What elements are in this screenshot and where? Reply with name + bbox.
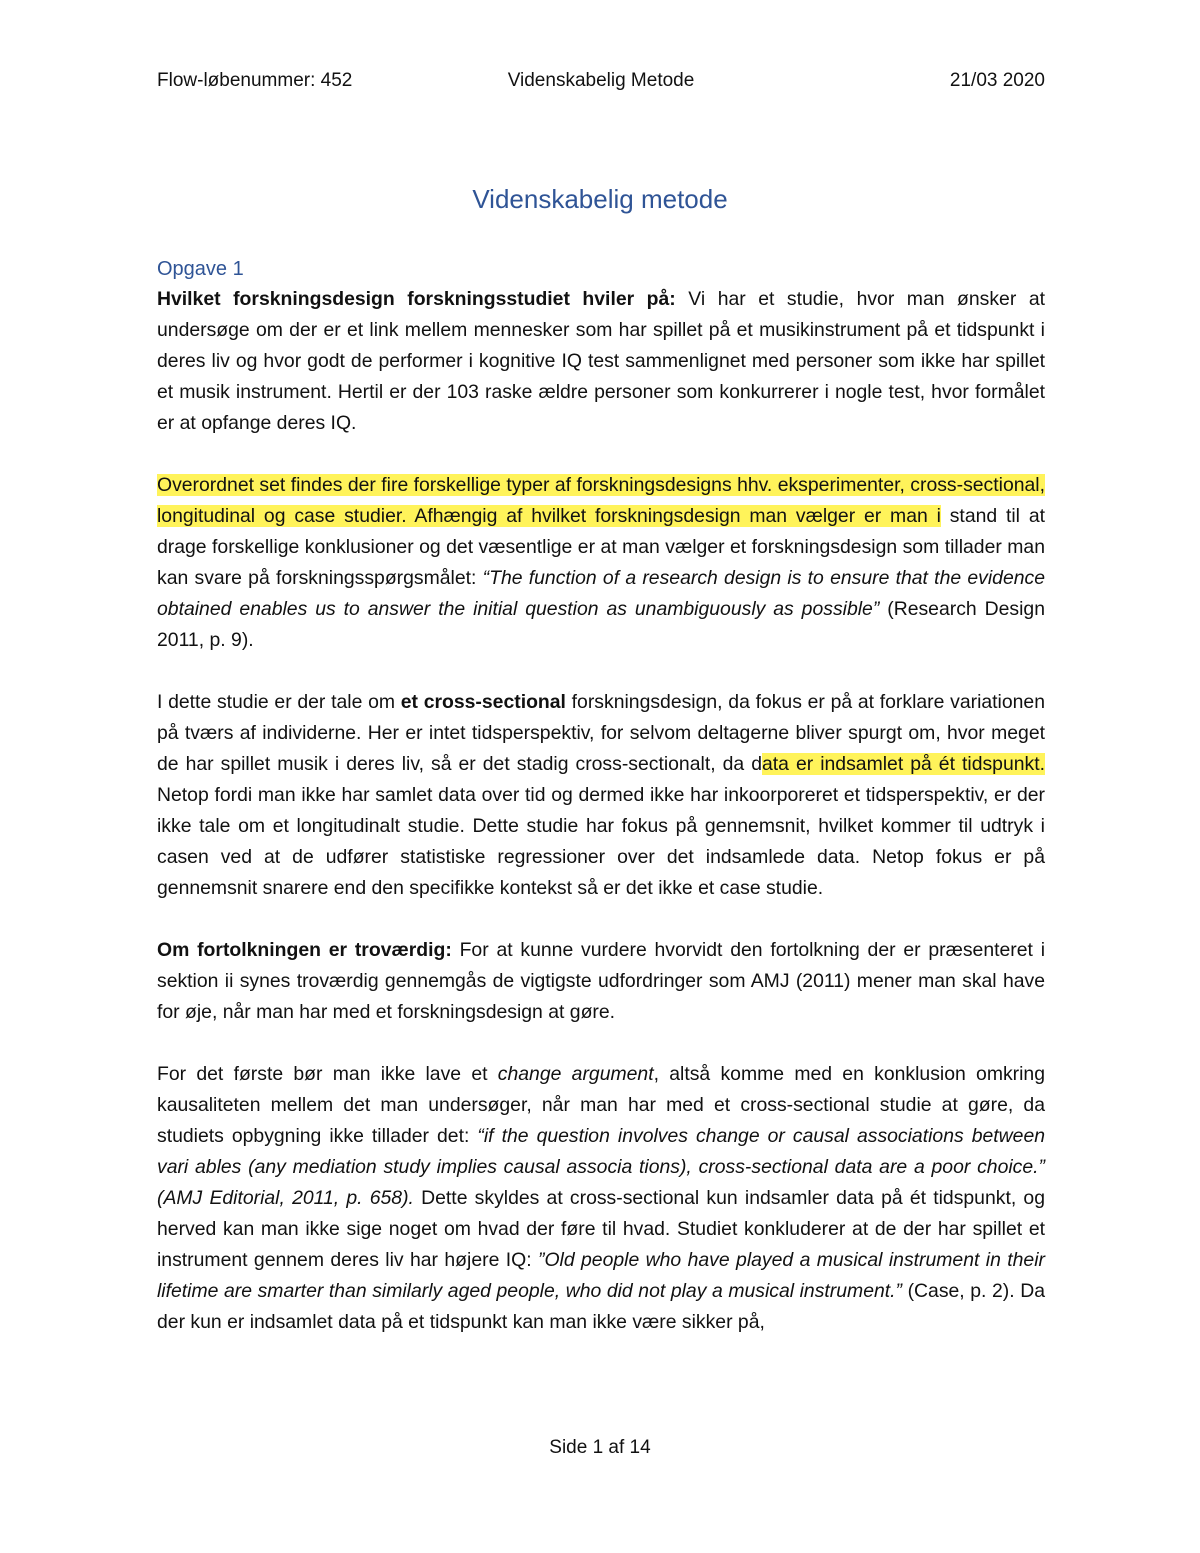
highlighted-text: ata er indsamlet på ét tidspunkt. <box>761 753 1045 775</box>
paragraph-cross-sectional <box>157 687 1045 904</box>
bold-term: et cross-sectional <box>400 691 566 713</box>
highlighted-text: Overordnet set findes der fire forskellige typer af forskningsdesigns hhv. eksperimenter, cross-sectional, longitudinal og case studier. Afhængig af hvilket forskningsdesign man vælger er man i <box>157 474 1045 527</box>
section-heading: Opgave 1 <box>157 258 244 280</box>
header-date: 21/03 2020 <box>949 70 1045 91</box>
paragraph-lead-bold: Om fortolkningen er troværdig: <box>157 939 452 961</box>
quote-text: ”Old people who have played a musical instrument in their lifetime are smarter than similarly aged people, who did not play a musical instrument.” <box>157 1249 1045 1302</box>
paragraph-text: For at kunne vurdere hvorvidt den fortolkning der er præsenteret i sektion ii synes troværdig gennemgås de vigtigste udfordringer som AMJ (2011) mener man skal have for øje, når man har med et forskningsdesign at gøre. <box>157 939 1046 1023</box>
paragraph-lead-bold: Hvilket forskningsdesign forskningsstudiet hviler på: <box>157 288 676 310</box>
document-body <box>157 255 1045 1369</box>
paragraph-text: I dette studie er der tale om <box>157 691 401 713</box>
document-title: Videnskabelig metode <box>472 184 728 214</box>
paragraph-research-design <box>157 284 1045 439</box>
paragraph-text: For det første bør man ikke lave et <box>157 1063 498 1085</box>
quote-text: “The function of a research design is to ensure that the evidence obtained enables us to answer the initial question as unambiguously as possible” <box>157 567 1045 620</box>
page-header <box>157 70 1045 96</box>
italic-term: change argument <box>497 1063 654 1085</box>
paragraph-design-types <box>157 470 1045 656</box>
paragraph-interpretation <box>157 935 1045 1028</box>
paragraph-text: forskningsdesign, da fokus er på at forklare variationen på tværs af individerne. Her er intet tidsperspektiv, for selvom deltagerne bliver spurgt om, hvor meget de har spillet musik i deres liv, så er det stadig cross-sectionalt, da d <box>157 691 1045 775</box>
paragraph-text: , altså komme med en konklusion omkring kausaliteten mellem det man undersøger, når man har med et cross-sectional studie at gøre, da studiets opbygning ikke tillader det: <box>157 1063 1045 1147</box>
paragraph-text: Netop fordi man ikke har samlet data over tid og dermed ikke har inkoorporeret et tidsperspektiv, er der ikke tale om et longitudinalt studie. Dette studie har fokus på gennemsnit, hvilket kommer til udtryk i casen ved at de udfører statistiske regressioner over det indsamlede data. Netop fokus er på gennemsnit snarere end den specifikke kontekst så er det ikke et case studie. <box>157 784 1045 899</box>
paragraph-text: Vi har et studie, hvor man ønsker at undersøge om der er et link mellem mennesker som har spillet på et musikinstrument på et tidspunkt i deres liv og hvor godt de performer i kognitive IQ test sammenlignet med personer som ikke har spillet et musik instrument. Hertil er der 103 raske ældre personer som konkurrerer i nogle test, hvor formålet er at opfange deres IQ. <box>157 288 1045 434</box>
header-flow-number: Flow-løbenummer: 452 <box>157 70 353 91</box>
quote-text: “if the question involves change or causal associations between vari ables (any mediation study implies causal associa tions), cross-sectional data are a poor choice.” (AMJ Editorial, 2011, p. 658). <box>157 1125 1046 1209</box>
page-footer: Side 1 af 14 <box>549 1437 651 1458</box>
paragraph-change-argument <box>157 1059 1045 1338</box>
citation-text: (Research Design 2011, p. 9). <box>157 598 1045 651</box>
paragraph-text: stand til at drage forskellige konklusioner og det væsentlige er at man vælger et forskningsdesign som tillader man kan svare på forskningsspørgsmålet: <box>157 505 1045 589</box>
paragraph-text: (Case, p. 2). Da der kun er indsamlet data på et tidspunkt kan man ikke være sikker på, <box>157 1280 1045 1333</box>
paragraph-text: Dette skyldes at cross-sectional kun indsamler data på ét tidspunkt, og herved kan man ikke sige noget om hvad der føre til hvad. Studiet konkluderer at de der har spillet et instrument gennem deres liv har højere IQ: <box>157 1187 1045 1271</box>
header-course-title: Videnskabelig Metode <box>507 70 695 91</box>
